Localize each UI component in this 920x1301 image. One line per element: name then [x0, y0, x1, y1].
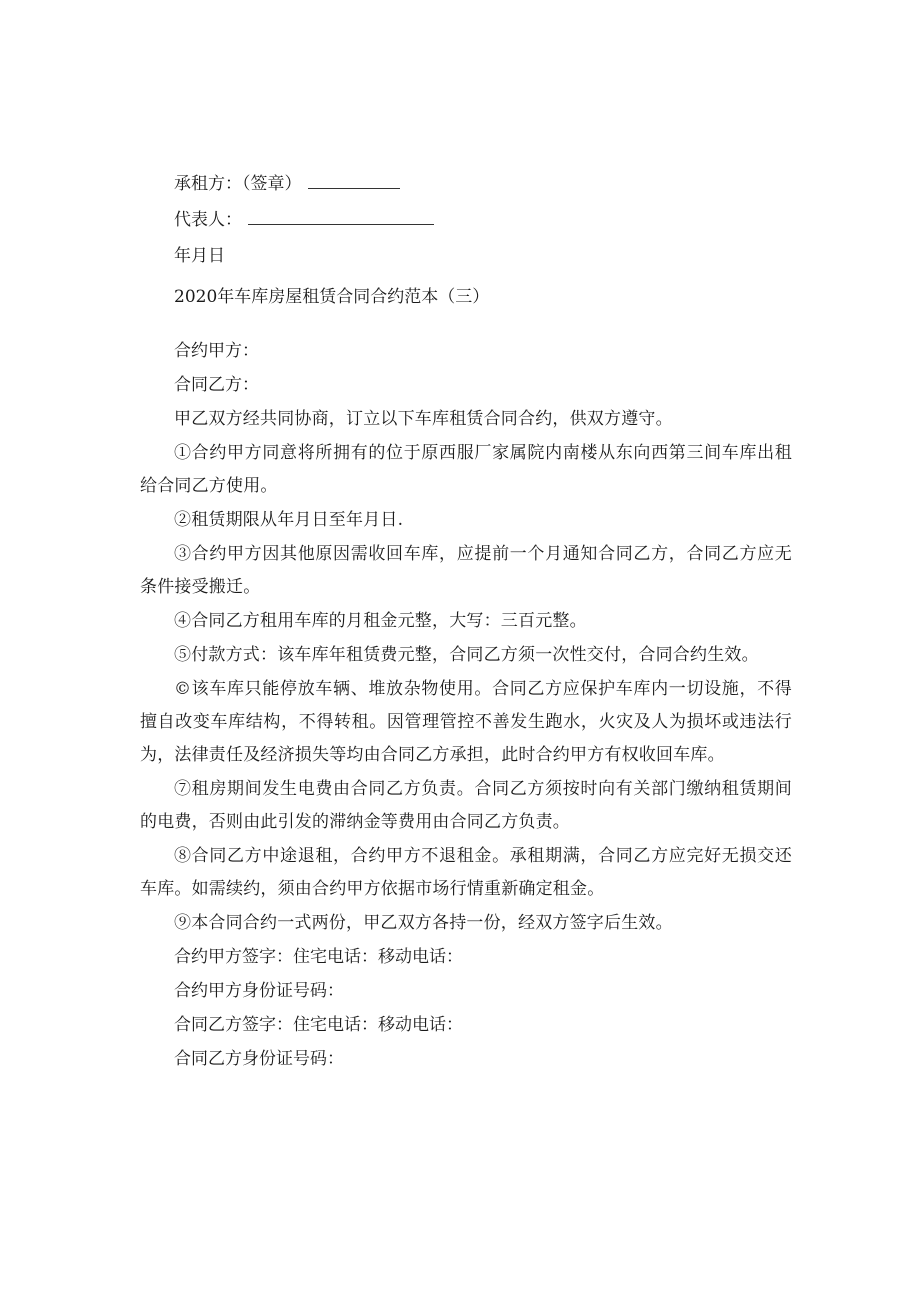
party-b-signature-line: 合同乙方签字：住宅电话：移动电话：: [174, 1015, 463, 1035]
clause-2: ②租赁期限从年月日至年月日.: [174, 510, 404, 530]
title-block: [140, 281, 792, 314]
representative-blank: [248, 206, 434, 225]
lessee-signature-blank: [308, 170, 400, 189]
clause-5: ⑤付款方式：该车库年租赁费元整，合同乙方须一次性交付，合同合约生效。: [174, 645, 759, 665]
date-line: 年月日: [174, 246, 225, 266]
representative-line: [140, 204, 792, 237]
clause-3: ③合约甲方因其他原因需收回车库，应提前一个月通知合同乙方，合同乙方应无条件接受搬迁。: [140, 544, 792, 597]
signature-block: [140, 168, 792, 273]
party-a-signature-line: 合约甲方签字：住宅电话：移动电话：: [174, 947, 463, 967]
clause-8: ⑧合同乙方中途退租，合约甲方不退租金。承租期满，合同乙方应完好无损交还车库。如需续约，须由合约甲方依据市场行情重新确定租金。: [140, 846, 792, 899]
party-a-id-line: 合约甲方身份证号码：: [174, 981, 344, 1001]
clause-4: ④合同乙方租用车库的月租金元整，大写：三百元整。: [174, 611, 587, 631]
clause-9: ⑨本合同合约一式两份，甲乙双方各持一份，经双方签字后生效。: [174, 913, 673, 933]
intro-paragraph: 甲乙双方经共同协商，订立以下车库租赁合同合约，供双方遵守。: [174, 409, 673, 429]
party-b-id-line: 合同乙方身份证号码：: [174, 1049, 344, 1069]
lessee-signature-line: [140, 168, 792, 201]
document-title: 2020年车库房屋租赁合同合约范本（三）: [174, 287, 490, 307]
clause-1: ①合约甲方同意将所拥有的位于原西服厂家属院内南楼从东向西第三间车库出租给合同乙方使用。: [140, 443, 792, 496]
party-a-line: 合约甲方：: [174, 341, 259, 361]
clause-7: ⑦租房期间发生电费由合同乙方负责。合同乙方须按时向有关部门缴纳租赁期间的电费，否则由此引发的滞纳金等费用由合同乙方负责。: [140, 779, 792, 832]
contract-body: [140, 335, 792, 1076]
clause-6: ©该车库只能停放车辆、堆放杂物使用。合同乙方应保护车库内一切设施，不得擅自改变车库结构，不得转租。因管理管控不善发生跑水，火灾及人为损坏或违法行为，法律责任及经济损失等均由合同乙方承担，此时合约甲方有权收回车库。: [140, 679, 792, 765]
party-b-line: 合同乙方：: [174, 375, 259, 395]
lessee-label: 承租方：（签章）: [174, 174, 302, 194]
representative-label: 代表人：: [174, 210, 242, 230]
